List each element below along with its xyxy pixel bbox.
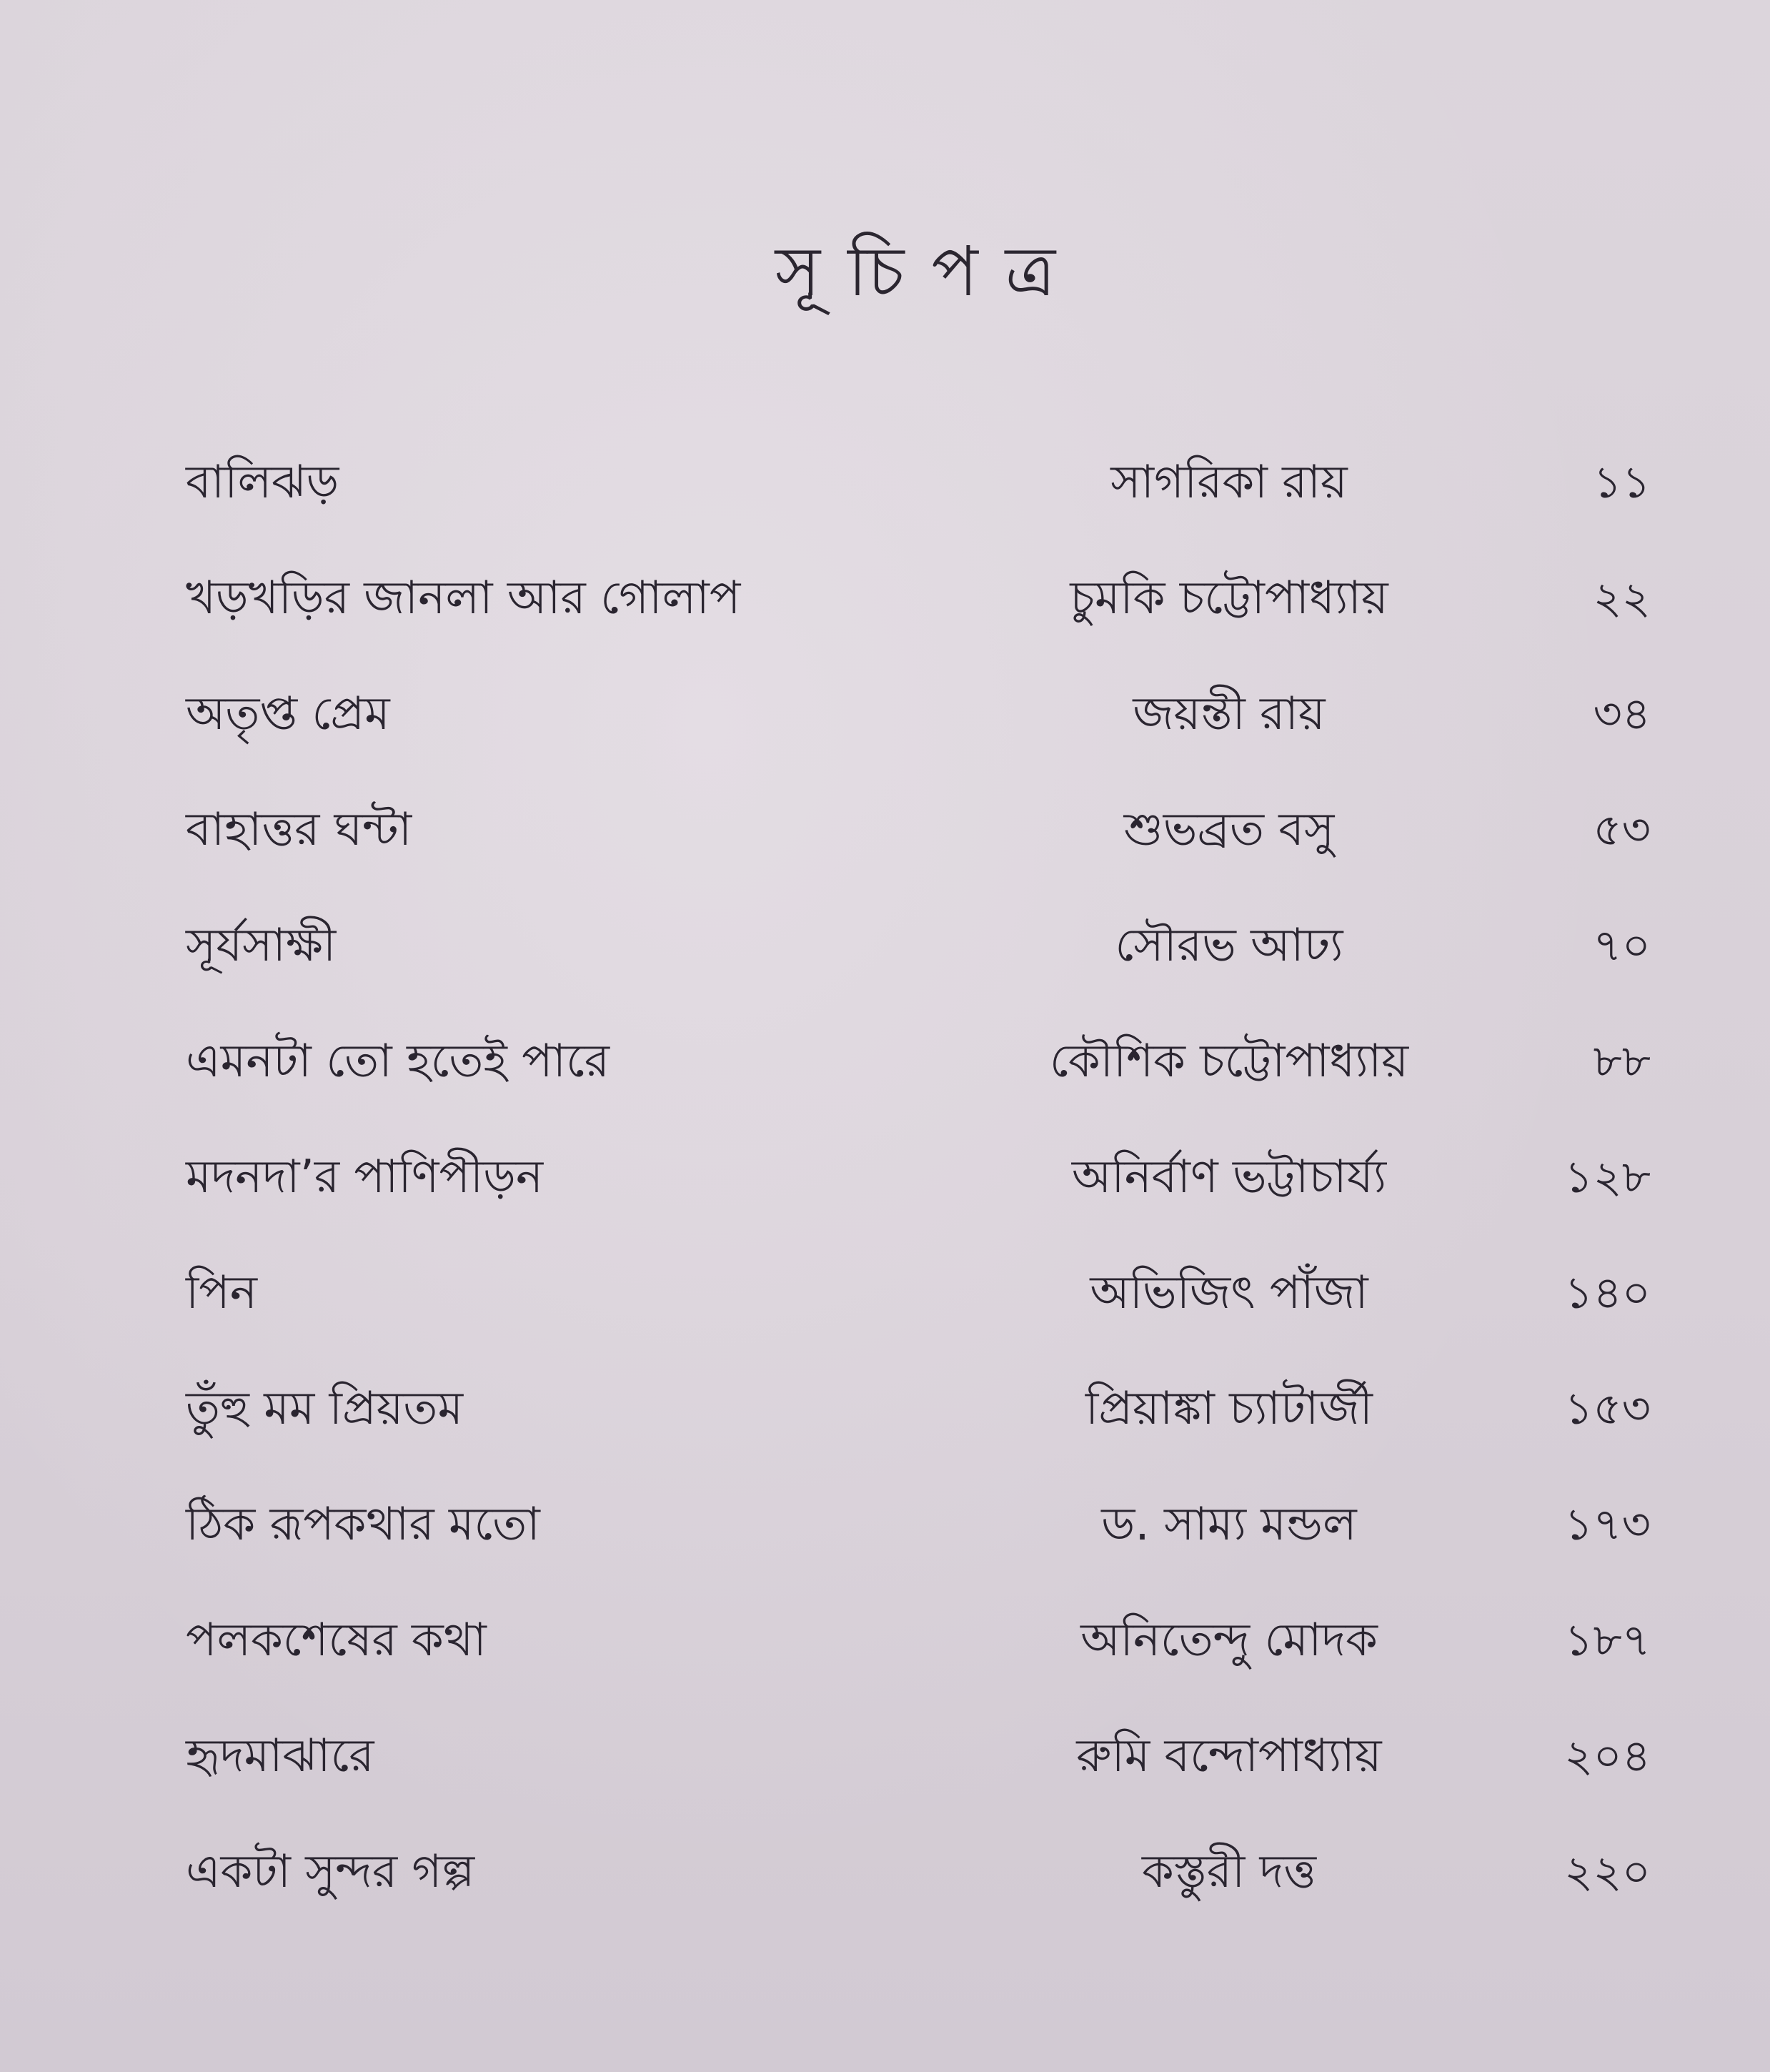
toc-entry [186, 1702, 1672, 1810]
page-number: ১১ [1593, 456, 1651, 508]
toc-entry [186, 1355, 1672, 1462]
story-title: হৃদমাঝারে [186, 1730, 374, 1783]
page-number: ৩৪ [1593, 688, 1651, 740]
story-title: তুঁহু মম প্রিয়তম [186, 1382, 463, 1435]
author-name: রুমি বন্দোপাধ্যায় [1076, 1730, 1382, 1783]
author-name: ড. সাম্য মন্ডল [1101, 1498, 1357, 1551]
author-name: সৌরভ আঢ্য [1115, 919, 1343, 972]
author-name: অনিতেন্দু মোদক [1080, 1614, 1378, 1667]
toc-entry [186, 776, 1672, 883]
story-title: ঠিক রূপকথার মতো [186, 1498, 540, 1551]
story-title: অতৃপ্ত প্রেম [186, 688, 390, 740]
story-title: বালিঝড় [186, 456, 339, 509]
toc-entry [186, 1471, 1672, 1578]
page-number: ৭০ [1593, 919, 1651, 971]
story-title: সূর্যসাক্ষী [186, 919, 337, 972]
story-title: পলকশেষের কথা [186, 1614, 487, 1667]
page-number: ১৮৭ [1564, 1614, 1651, 1666]
toc-entry [186, 1124, 1672, 1231]
author-name: প্রিয়াঙ্কা চ্যাটার্জী [1085, 1382, 1373, 1435]
page-number: ২২০ [1564, 1845, 1651, 1898]
story-title: একটা সুন্দর গল্প [186, 1845, 475, 1898]
toc-entry [186, 892, 1672, 999]
story-title: বাহাত্তর ঘন্টা [186, 803, 412, 856]
toc-entry [186, 429, 1672, 536]
author-name: অভিজিৎ পাঁজা [1090, 1267, 1368, 1319]
author-name: শুভব্রত বসু [1123, 803, 1335, 856]
page-number: ২০৪ [1564, 1730, 1651, 1782]
author-name: চুমকি চট্টোপাধ্যায় [1070, 572, 1388, 625]
toc-entry [186, 660, 1672, 768]
page-number: ২২ [1593, 572, 1651, 624]
author-name: কস্তুরী দত্ত [1141, 1845, 1317, 1898]
story-title: পিন [186, 1267, 257, 1319]
page-number: ১২৮ [1564, 1151, 1651, 1203]
author-name: সাগরিকা রায় [1110, 456, 1348, 509]
author-name: কৌশিক চট্টোপাধ্যায় [1049, 1035, 1409, 1088]
table-of-contents [186, 429, 1672, 1987]
story-title: এমনটা তো হতেই পারে [186, 1035, 610, 1088]
toc-entry [186, 1818, 1672, 1925]
author-name: অনির্বাণ ভট্টাচার্য্য [1071, 1151, 1387, 1204]
page-number: ১৪০ [1564, 1267, 1651, 1319]
toc-entry [186, 1008, 1672, 1115]
toc-entry [186, 1587, 1672, 1694]
toc-entry [186, 545, 1672, 652]
author-name: জয়ন্তী রায় [1133, 688, 1326, 740]
page-number: ৫৩ [1593, 803, 1651, 856]
story-title: খড়খড়ির জানলা আর গোলাপ [186, 572, 741, 625]
page-number: ৮৮ [1593, 1035, 1651, 1087]
page-number: ১৫৩ [1564, 1382, 1651, 1434]
toc-entry [186, 1239, 1672, 1347]
page-title: সূচিপত্র [775, 232, 1083, 312]
page-number: ১৭৩ [1564, 1498, 1651, 1550]
story-title: মদনদা’র পাণিপীড়ন [186, 1151, 544, 1204]
